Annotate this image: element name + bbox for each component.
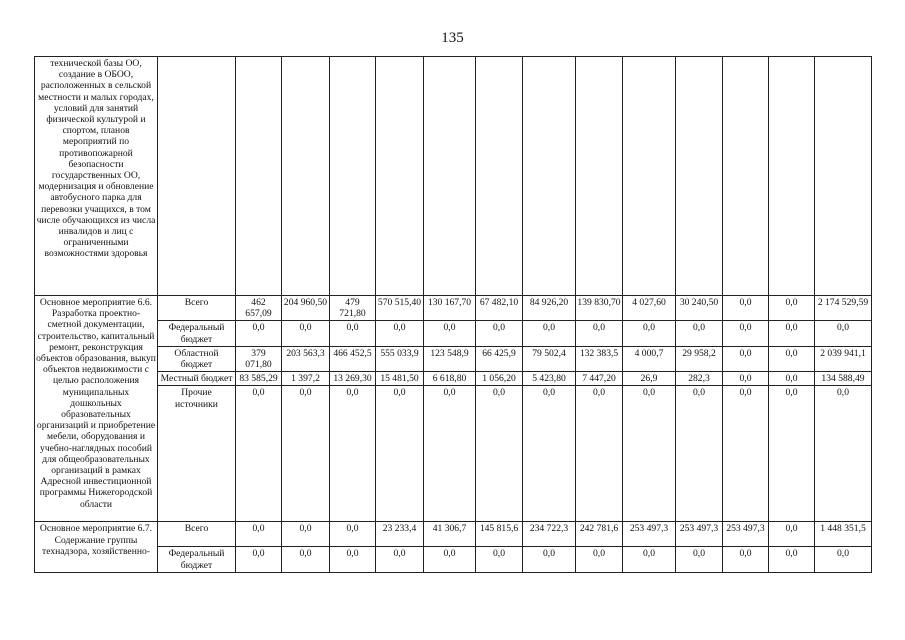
table-cell: 0,0	[723, 296, 769, 321]
funding-source: Местный бюджет	[158, 372, 236, 386]
funding-source: Федеральный бюджет	[158, 547, 236, 572]
table-cell: 0,0	[330, 321, 376, 346]
funding-source: Всего	[158, 296, 236, 321]
table-cell: 0,0	[476, 386, 523, 522]
table-cell: 0,0	[330, 522, 376, 547]
funding-table	[34, 56, 872, 573]
table-cell: 0,0	[330, 547, 376, 572]
page-number: 135	[441, 30, 464, 46]
funding-source: Областной бюджет	[158, 346, 236, 371]
funding-source: Всего	[158, 522, 236, 547]
table-row	[35, 296, 872, 321]
table-cell: 555 033,9	[376, 346, 424, 371]
table-cell: 1 448 351,5	[815, 522, 872, 547]
table-cell: 29 958,2	[676, 346, 723, 371]
table-cell: 0,0	[576, 547, 623, 572]
event-name: Основное мероприятие 6.6. Разработка проектно-сметной документации, строительство, капитальный ремонт, реконструкция объектов образования, выкуп объектов недвижимости с целью расположения муниципальных дошкольных образовательных организаций и приобретение мебели, оборудования и учебно-наглядных пособий для общеобразовательных организаций в рамках Адресной инвестиционной программы Нижегородской области	[35, 296, 158, 522]
table-cell: 0,0	[576, 386, 623, 522]
table-cell: 0,0	[424, 321, 476, 346]
table-cell: 462 657,09	[236, 296, 282, 321]
table-cell: 479 721,80	[330, 296, 376, 321]
table-cell: 0,0	[523, 386, 576, 522]
table-cell: 4 027,60	[623, 296, 676, 321]
table-cell: 132 383,5	[576, 346, 623, 371]
table-cell: 0,0	[623, 547, 676, 572]
table-cell: 41 306,7	[424, 522, 476, 547]
funding-source: Прочие источники	[158, 386, 236, 522]
table-cell: 0,0	[236, 547, 282, 572]
table-cell: 130 167,70	[424, 296, 476, 321]
table-cell: 570 515,40	[376, 296, 424, 321]
table-cell: 0,0	[769, 321, 815, 346]
table-cell: 67 482,10	[476, 296, 523, 321]
table-cell: 0,0	[769, 296, 815, 321]
table-cell: 0,0	[723, 372, 769, 386]
table-row	[35, 57, 872, 296]
table-cell: 0,0	[676, 386, 723, 522]
table-cell: 79 502,4	[523, 346, 576, 371]
table-cell: 0,0	[236, 522, 282, 547]
table-cell: 0,0	[376, 321, 424, 346]
table-cell: 0,0	[723, 547, 769, 572]
table-cell: 0,0	[723, 346, 769, 371]
table-cell: 0,0	[769, 522, 815, 547]
table-cell: 1 056,20	[476, 372, 523, 386]
table-cell: 0,0	[676, 547, 723, 572]
table-cell: 26,9	[623, 372, 676, 386]
table-cell: 0,0	[476, 321, 523, 346]
table-cell: 0,0	[236, 386, 282, 522]
table-cell: 253 497,3	[723, 522, 769, 547]
table-cell: 253 497,3	[676, 522, 723, 547]
table-cell: 23 233,4	[376, 522, 424, 547]
table-cell: 83 585,29	[236, 372, 282, 386]
table-row	[35, 372, 872, 386]
table-cell: 7 447,20	[576, 372, 623, 386]
table-cell: 0,0	[723, 386, 769, 522]
table-cell: 0,0	[815, 321, 872, 346]
table-cell: 4 000,7	[623, 346, 676, 371]
table-cell: 0,0	[623, 321, 676, 346]
table-cell: 134 588,49	[815, 372, 872, 386]
table-cell: 0,0	[476, 547, 523, 572]
table-cell: 0,0	[723, 321, 769, 346]
table-row	[35, 346, 872, 371]
table-cell: 139 830,70	[576, 296, 623, 321]
funding-source: Федеральный бюджет	[158, 321, 236, 346]
event-description: технической базы ОО, создание в ОБОО, расположенных в сельской местности и малых городах, условий для занятий физической культурой и спортом, планов мероприятий по противопожарной безопасности государственных ОО, модернизация и обновление автобусного парка для перевозки учащихся, в том числе обучающихся из числа инвалидов и лиц с ограниченными возможностями здоровья	[35, 57, 158, 296]
table-cell: 0,0	[424, 547, 476, 572]
table-cell: 5 423,80	[523, 372, 576, 386]
table-cell: 0,0	[576, 321, 623, 346]
table-cell: 84 926,20	[523, 296, 576, 321]
table-row	[35, 547, 872, 572]
table-cell: 0,0	[523, 321, 576, 346]
table-cell: 203 563,3	[282, 346, 330, 371]
table-cell: 204 960,50	[282, 296, 330, 321]
table-row	[35, 522, 872, 547]
table-cell: 0,0	[815, 386, 872, 522]
table-cell: 0,0	[769, 372, 815, 386]
table-cell: 0,0	[282, 547, 330, 572]
table-cell: 2 174 529,59	[815, 296, 872, 321]
table-cell: 0,0	[330, 386, 376, 522]
table-cell: 0,0	[769, 346, 815, 371]
table-row	[35, 321, 872, 346]
table-cell: 0,0	[815, 547, 872, 572]
table-cell: 0,0	[376, 386, 424, 522]
table-cell: 145 815,6	[476, 522, 523, 547]
table-cell: 1 397,2	[282, 372, 330, 386]
table-cell: 253 497,3	[623, 522, 676, 547]
table-cell: 0,0	[769, 547, 815, 572]
table-cell: 0,0	[676, 321, 723, 346]
table-cell: 123 548,9	[424, 346, 476, 371]
table-cell: 379 071,80	[236, 346, 282, 371]
table-cell: 0,0	[376, 547, 424, 572]
table-cell: 282,3	[676, 372, 723, 386]
table-cell: 0,0	[623, 386, 676, 522]
table-cell: 0,0	[523, 547, 576, 572]
table-cell: 13 269,30	[330, 372, 376, 386]
table-cell: 0,0	[282, 321, 330, 346]
table-cell: 6 618,80	[424, 372, 476, 386]
table-cell: 0,0	[424, 386, 476, 522]
table-cell: 466 452,5	[330, 346, 376, 371]
table-cell: 0,0	[282, 386, 330, 522]
table-cell: 0,0	[282, 522, 330, 547]
table-cell: 66 425,9	[476, 346, 523, 371]
table-cell: 234 722,3	[523, 522, 576, 547]
event-name: Основное мероприятие 6.7. Содержание группы технадзора, хозяйственно-	[35, 522, 158, 572]
table-cell: 0,0	[236, 321, 282, 346]
table-row	[35, 386, 872, 522]
table-cell: 15 481,50	[376, 372, 424, 386]
table-cell: 30 240,50	[676, 296, 723, 321]
table-cell: 242 781,6	[576, 522, 623, 547]
table-cell: 0,0	[769, 386, 815, 522]
table-cell: 2 039 941,1	[815, 346, 872, 371]
